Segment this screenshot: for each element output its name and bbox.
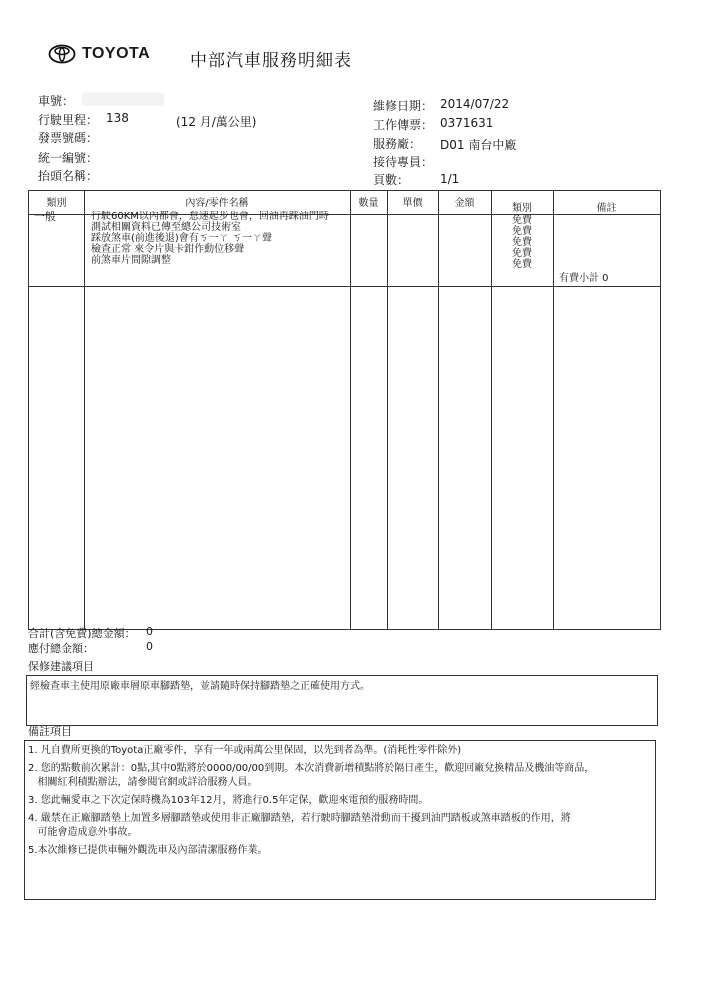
invoice-label: 發票號碼：	[38, 131, 99, 145]
plate-label: 車號：	[38, 94, 75, 108]
total-amount-value: 0	[146, 625, 153, 638]
document-title: 中部汽車服務明細表	[190, 51, 352, 71]
content-line: 踩放煞車(前進後退)會有ㄎ一ㄚ ㄎ一ㄚ聲	[91, 233, 272, 244]
page-count-label: 頁數：	[373, 173, 410, 187]
remarks-section-title: 備註項目	[28, 725, 72, 738]
remarks-list	[28, 744, 594, 858]
remark-line: 相關紅利積點辦法，請參閱官網或詳洽服務人員。	[28, 777, 258, 788]
type-free: 免費	[512, 259, 532, 270]
service-plant-label: 服務廠：	[373, 137, 422, 151]
maintenance-text: 經檢查車主使用原廠車層原車腳踏墊，並請隨時保持腳踏墊之正確使用方式。	[30, 681, 370, 692]
col-header-amount: 金額	[454, 198, 475, 209]
type-free: 免費	[512, 248, 532, 259]
col-header-content: 內容/零件名稱	[185, 198, 249, 209]
col-header-qty: 數量	[358, 198, 379, 209]
payable-amount-value: 0	[146, 640, 153, 653]
remark-line: 5.本次維修已提供車輛外觀洗車及內部清潔服務作業。	[28, 845, 268, 856]
content-line: 測試相關資料已傳至總公司技術室	[91, 222, 241, 233]
row-content	[91, 211, 349, 266]
mileage-value: 138	[106, 111, 129, 125]
type-free: 免費	[512, 226, 532, 237]
brand-name: TOYOTA	[82, 45, 151, 62]
remark-line: 1. 凡自費所更換的Toyota正廠零件，享有一年或兩萬公里保固，以先到者為準。(消耗性零件除外)	[28, 745, 462, 756]
col-header-unit-price: 單價	[402, 198, 423, 209]
remark-line: 4. 嚴禁在正廠腳踏墊上加置多層腳踏墊或使用非正廠腳踏墊，若行駛時腳踏墊滑動而干擾到油門踏板或煞車踏板的作用，將	[28, 813, 571, 824]
redacted-plate	[82, 93, 164, 106]
remark-line: 可能會造成意外事故。	[28, 827, 138, 838]
maintenance-section-title: 保修建議項目	[28, 660, 94, 673]
page-count-value: 1/1	[440, 172, 460, 186]
row-category: 一般	[34, 210, 56, 223]
col-header-type: 類別	[512, 203, 532, 214]
paid-subtotal: 有費小計 0	[559, 273, 609, 284]
tax-id-label: 統一編號：	[38, 151, 99, 165]
row-types	[491, 215, 553, 270]
content-line: 前煞車片間隙調整	[91, 255, 171, 266]
work-ticket-label: 工作傳票：	[373, 118, 434, 132]
content-line: 行駛60KM以內都會，怠速起步也會，回油再踩油門時	[91, 211, 329, 222]
remark-line: 3. 您此輛愛車之下次定保時機為103年12月，將進行0.5年定保，歡迎來電預約服務時間。	[28, 795, 429, 806]
service-staff-label: 接待專員：	[373, 155, 434, 169]
mileage-label: 行駛里程：	[38, 113, 99, 127]
toyota-emblem-icon	[48, 44, 76, 64]
repair-date-value: 2014/07/22	[440, 97, 510, 111]
col-header-remark: 備註	[596, 203, 617, 214]
remark-line: 2. 您的點數前次累計：0點,其中0點將於0000/00/00到期。本次消費新增積點將於隔日產生，歡迎回廠兌換精品及機油等商品，	[28, 763, 595, 774]
type-free: 免費	[512, 237, 532, 248]
col-header-category: 類別	[46, 198, 67, 209]
service-items-table	[28, 190, 661, 630]
service-plant-value: D01 南台中廠	[440, 138, 517, 152]
repair-date-label: 維修日期：	[373, 99, 434, 113]
toyota-logo	[48, 44, 150, 64]
payable-amount-label: 應付總金額：	[28, 642, 94, 655]
total-amount-label: 合計(含免費)總金額：	[28, 627, 136, 640]
mileage-note: (12 月/萬公里)	[176, 115, 257, 129]
header-name-label: 抬頭名稱：	[38, 169, 99, 183]
work-ticket-value: 0371631	[440, 116, 494, 130]
type-free: 免費	[512, 215, 532, 226]
content-line: 檢查正常 來令片與卡鉗作動位移聲	[91, 244, 245, 255]
remarks-box	[24, 740, 656, 900]
maintenance-box	[26, 675, 658, 726]
